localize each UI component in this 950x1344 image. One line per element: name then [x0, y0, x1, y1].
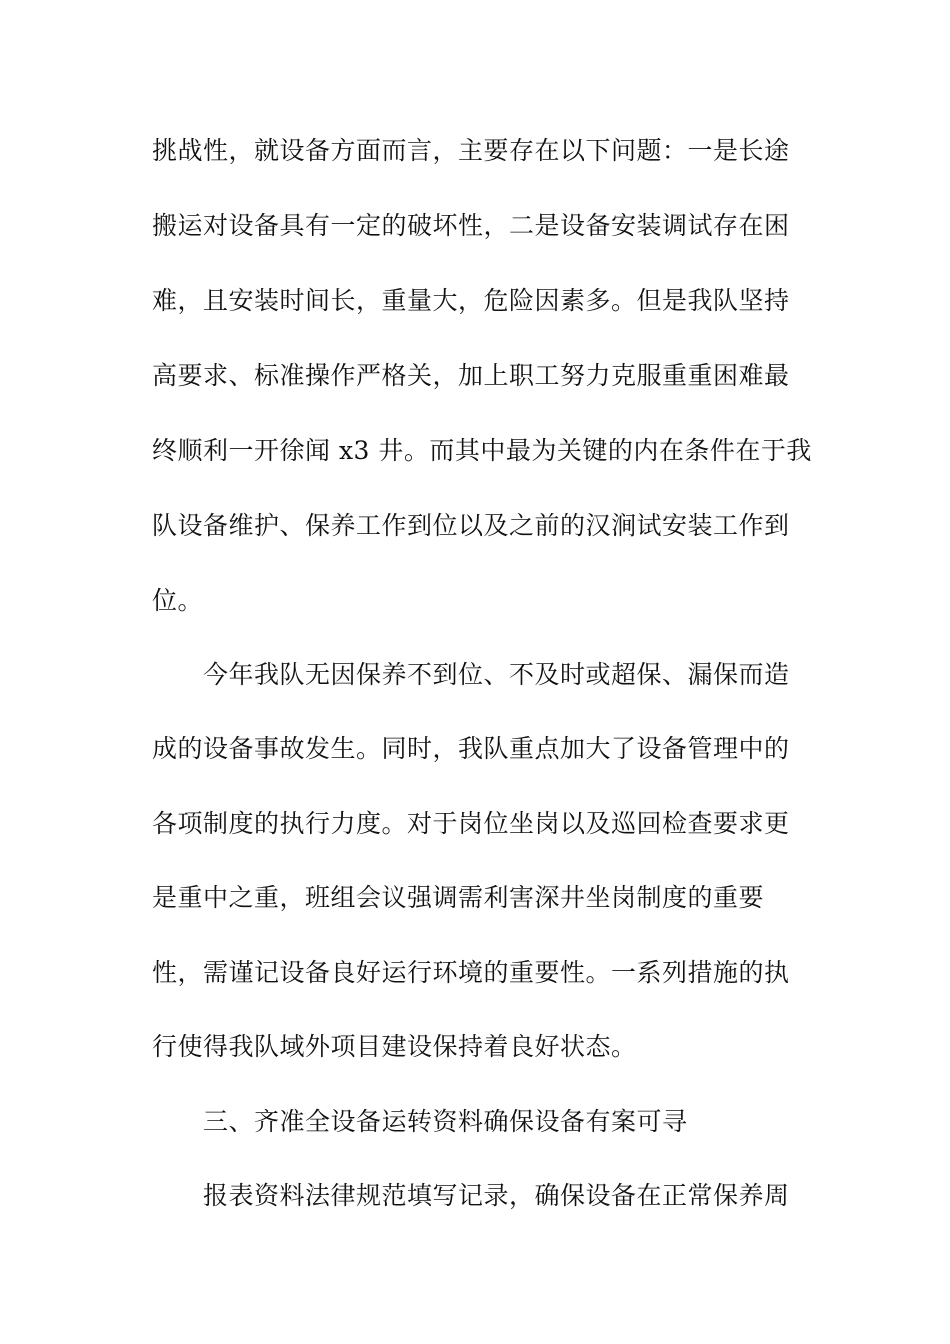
- paragraph-2-line-5: 性，需谨记设备良好运行环境的重要性。一系列措施的执: [152, 958, 790, 987]
- paragraph-1-line-1: 挑战性，就设备方面而言，主要存在以下问题：一是长途: [152, 136, 790, 165]
- paragraph-1-line-7: 位。: [152, 586, 204, 615]
- paragraph-1-line-5: 终顺利一开徐闻 x3 井。而其中最为关键的内在条件在于我: [152, 436, 812, 465]
- paragraph-2-line-6: 行使得我队域外项目建设保持着良好状态。: [152, 1032, 637, 1061]
- paragraph-2-line-3: 各项制度的执行力度。对于岗位坐岗以及巡回检查要求更: [152, 809, 790, 838]
- paragraph-1-line-4: 高要求、标准操作严格关，加上职工努力克服重重困难最: [152, 361, 790, 390]
- section-heading: 三、齐准全设备运转资料确保设备有案可寻: [203, 1107, 688, 1136]
- paragraph-2-line-1: 今年我队无因保养不到位、不及时或超保、漏保而造: [203, 660, 790, 689]
- paragraph-3-line-1: 报表资料法律规范填写记录，确保设备在正常保养周: [203, 1181, 790, 1210]
- paragraph-1-line-2: 搬运对设备具有一定的破坏性，二是设备安装调试存在困: [152, 211, 790, 240]
- paragraph-2-line-4: 是重中之重，班组会议强调需利害深井坐岗制度的重要: [152, 883, 765, 912]
- paragraph-1-line-6: 队设备维护、保养工作到位以及之前的汉涧试安装工作到: [152, 511, 790, 540]
- paragraph-2-line-2: 成的设备事故发生。同时，我队重点加大了设备管理中的: [152, 734, 790, 763]
- paragraph-1-line-3: 难，且安装时间长，重量大，危险因素多。但是我队坚持: [152, 286, 790, 315]
